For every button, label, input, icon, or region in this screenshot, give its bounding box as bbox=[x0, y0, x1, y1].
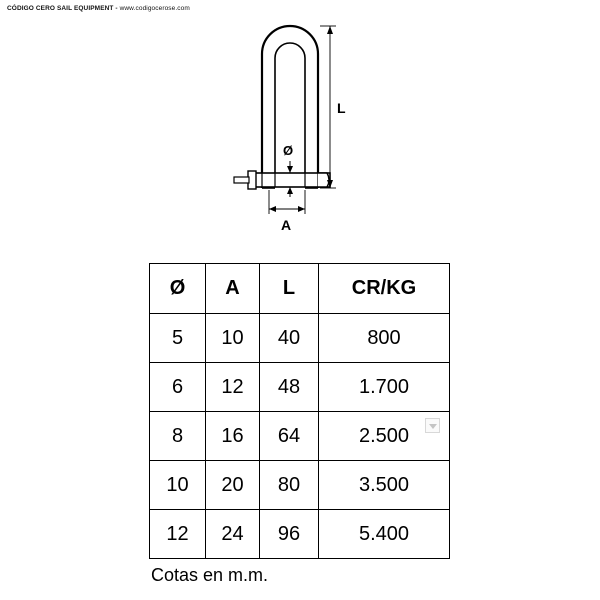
table-row bbox=[150, 363, 450, 412]
table-header-row bbox=[150, 264, 450, 314]
header-length: L bbox=[260, 264, 319, 314]
header-separator: - bbox=[113, 5, 120, 12]
units-note: Cotas en m.m. bbox=[151, 565, 269, 585]
cell-length: 96 bbox=[260, 510, 319, 559]
header-width: A bbox=[206, 264, 260, 314]
brand-name: CÓDIGO CERO SAIL EQUIPMENT bbox=[7, 5, 114, 12]
cell-length: 64 bbox=[260, 412, 319, 461]
table-row bbox=[150, 510, 450, 559]
cell-diameter: 6 bbox=[150, 363, 206, 412]
cell-width: 16 bbox=[206, 412, 260, 461]
cell-length: 80 bbox=[260, 461, 319, 510]
dropdown-arrow-icon[interactable] bbox=[425, 418, 440, 433]
website-url: www.codigocerose.com bbox=[119, 5, 190, 12]
diameter-label: Ø bbox=[283, 143, 294, 158]
header-diameter: Ø bbox=[150, 264, 206, 314]
shackle-inner-outline bbox=[275, 43, 305, 181]
shackle-pin-key bbox=[234, 177, 249, 183]
cell-width: 12 bbox=[206, 363, 260, 412]
cell-breaking-load: 3.500 bbox=[319, 461, 450, 510]
cell-breaking-load: 2.500 bbox=[319, 412, 450, 461]
cell-breaking-load: 5.400 bbox=[319, 510, 450, 559]
shackle-technical-drawing bbox=[0, 0, 600, 250]
table-row bbox=[150, 412, 450, 461]
table-row bbox=[150, 461, 450, 510]
cell-diameter: 12 bbox=[150, 510, 206, 559]
cell-length: 48 bbox=[260, 363, 319, 412]
width-label: A bbox=[281, 217, 292, 233]
cell-breaking-load: 800 bbox=[319, 314, 450, 363]
cell-width: 24 bbox=[206, 510, 260, 559]
cell-width: 20 bbox=[206, 461, 260, 510]
cell-diameter: 10 bbox=[150, 461, 206, 510]
cell-width: 10 bbox=[206, 314, 260, 363]
cell-diameter: 8 bbox=[150, 412, 206, 461]
cell-length: 40 bbox=[260, 314, 319, 363]
cell-diameter: 5 bbox=[150, 314, 206, 363]
cell-breaking-load: 1.700 bbox=[319, 363, 450, 412]
specifications-table bbox=[149, 263, 450, 559]
table-row bbox=[150, 314, 450, 363]
header-breaking-load: CR/KG bbox=[319, 264, 450, 314]
length-label: L bbox=[337, 100, 346, 116]
